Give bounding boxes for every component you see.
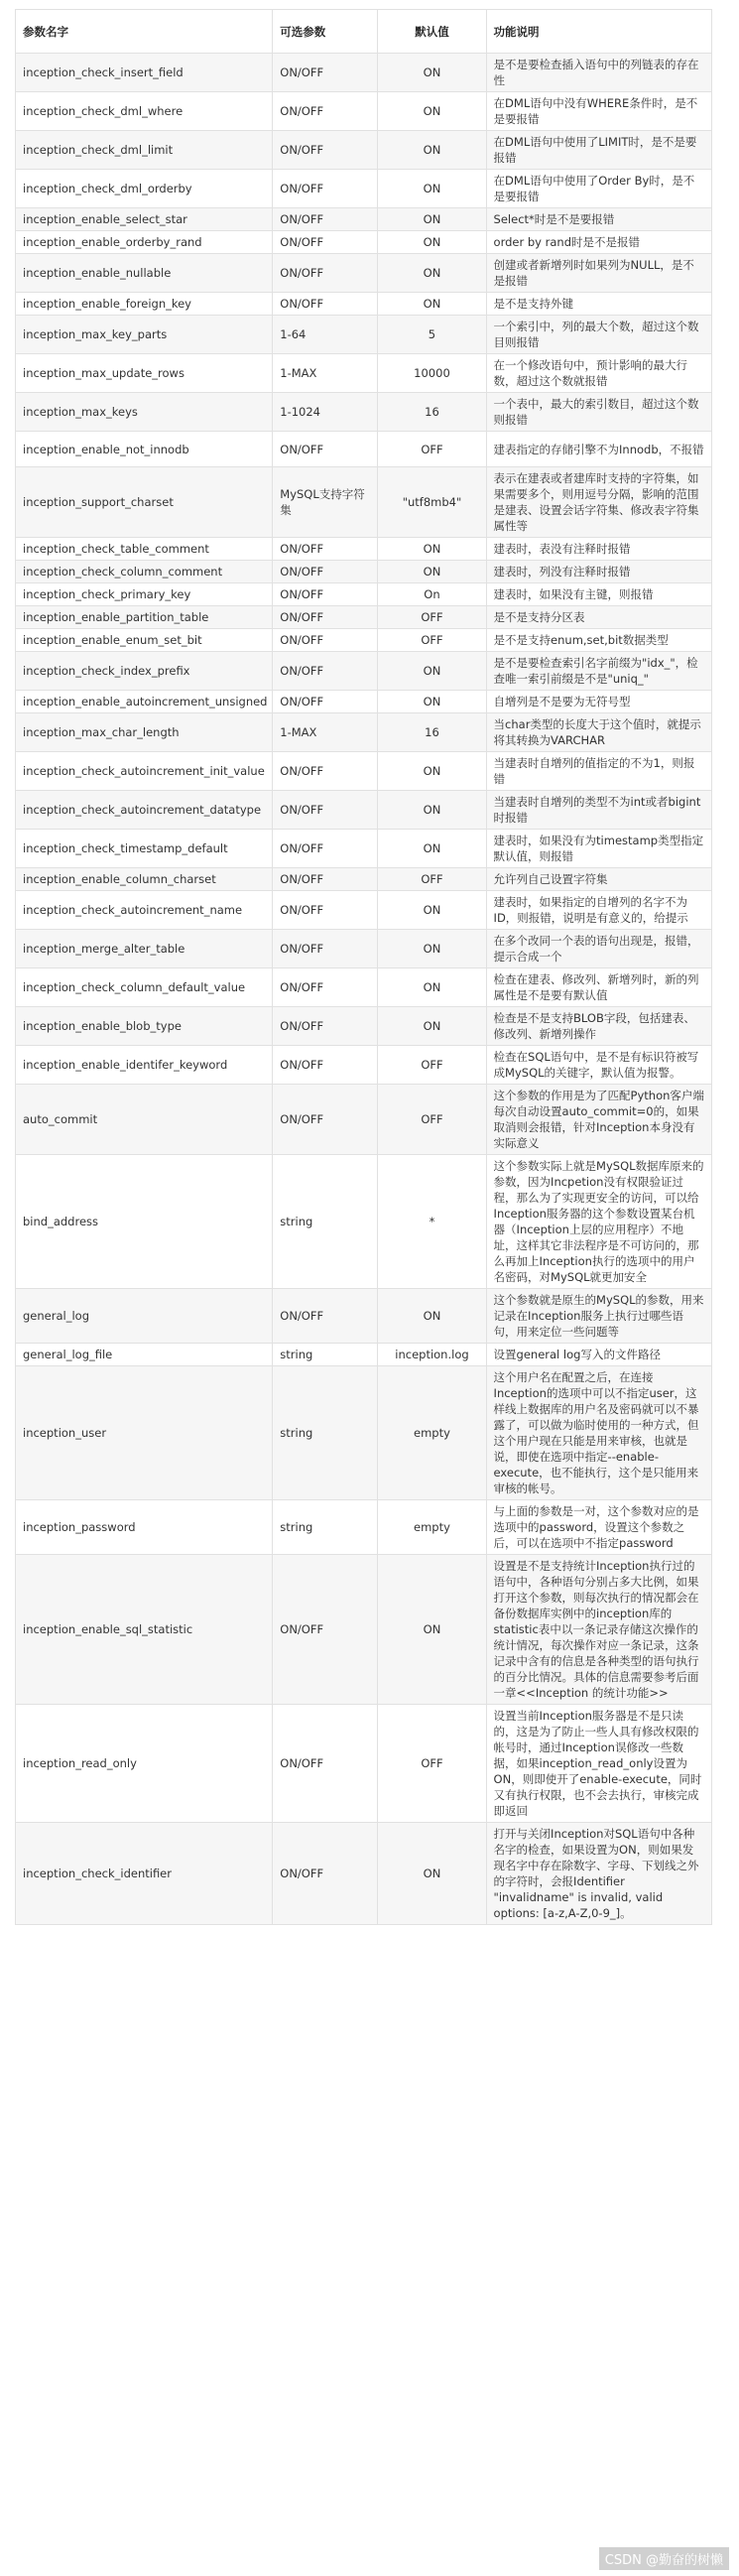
param-name-cell: inception_enable_column_charset [16,868,273,891]
param-default-cell: ON [378,170,486,208]
param-name-cell: inception_check_insert_field [16,54,273,92]
param-options-cell: ON/OFF [273,1555,378,1705]
param-default-cell: OFF [378,1705,486,1823]
param-name-cell: inception_enable_foreign_key [16,293,273,316]
param-options-cell: 1-MAX [273,713,378,752]
table-row [16,791,712,830]
param-default-cell: ON [378,791,486,830]
param-default-cell: ON [378,208,486,231]
table-row [16,293,712,316]
param-name-cell: inception_password [16,1500,273,1555]
table-row [16,231,712,254]
param-desc-cell: 允许列自己设置字符集 [486,868,711,891]
param-desc-cell: 是不是要检查插入语句中的列链表的存在性 [486,54,711,92]
table-row [16,691,712,713]
param-desc-cell: 在DML语句中没有WHERE条件时，是不是要报错 [486,92,711,131]
table-row [16,1007,712,1046]
param-default-cell: OFF [378,1046,486,1085]
table-row [16,393,712,432]
param-default-cell: 16 [378,393,486,432]
param-options-cell: ON/OFF [273,538,378,561]
header-desc: 功能说明 [486,10,711,54]
param-name-cell: inception_check_identifier [16,1823,273,1925]
param-desc-cell: 建表时，如果指定的自增列的名字不为ID，则报错，说明是有意义的，给提示 [486,891,711,930]
param-name-cell: inception_max_update_rows [16,354,273,393]
param-default-cell: On [378,583,486,606]
param-name-cell: inception_merge_alter_table [16,930,273,968]
table-row [16,713,712,752]
param-options-cell: ON/OFF [273,606,378,629]
param-desc-cell: 设置general log写入的文件路径 [486,1344,711,1366]
param-options-cell: ON/OFF [273,968,378,1007]
param-options-cell: ON/OFF [273,1007,378,1046]
param-desc-cell: 建表指定的存储引擎不为Innodb，不报错 [486,432,711,467]
param-default-cell: 10000 [378,354,486,393]
param-desc-cell: 这个参数实际上就是MySQL数据库原来的参数，因为Incpetion没有权限验证过程，那么为了实现更安全的访问，可以给Inception服务器的这个参数设置某台机器（Inception上层的应用程序）不地址，这样其它非法程序是不可访问的，那么再加上Inception执行的选项中的用户名密码，对MySQL就更加安全 [486,1155,711,1289]
param-desc-cell: 这个用户名在配置之后，在连接Inception的选项中可以不指定user，这样线上数据库的用户名及密码就可以不暴露了，可以做为临时使用的一种方式，但这个用户现在只能是用来审核，也就是说，即使在选项中指定--enable-execute，也不能执行，这个是只能用来审核的帐号。 [486,1366,711,1500]
param-desc-cell: 当char类型的长度大于这个值时，就提示将其转换为VARCHAR [486,713,711,752]
table-row [16,968,712,1007]
param-default-cell: OFF [378,1085,486,1155]
param-desc-cell: 设置是不是支持统计Inception执行过的语句中，各种语句分别占多大比例，如果打开这个参数，则每次执行的情况都会在备份数据库实例中的inception库的statistic表中以一条记录存储这次操作的统计情况，每次操作对应一条记录，这条记录中含有的信息是各种类型的语句执行的百分比情况。具体的信息需要参考后面一章<<Inception 的统计功能>> [486,1555,711,1705]
param-default-cell: ON [378,652,486,691]
param-desc-cell: 是不是支持外键 [486,293,711,316]
table-row [16,54,712,92]
param-name-cell: inception_check_autoincrement_init_value [16,752,273,791]
param-options-cell: ON/OFF [273,293,378,316]
param-name-cell: inception_check_dml_limit [16,131,273,170]
table-row [16,561,712,583]
param-name-cell: inception_check_autoincrement_datatype [16,791,273,830]
param-options-cell: MySQL支持字符集 [273,467,378,538]
param-options-cell: ON/OFF [273,691,378,713]
table-row [16,583,712,606]
table-row [16,1289,712,1344]
param-options-cell: ON/OFF [273,1046,378,1085]
param-desc-cell: 建表时，表没有注释时报错 [486,538,711,561]
param-options-cell: ON/OFF [273,930,378,968]
param-desc-cell: 一个索引中，列的最大个数，超过这个数目则报错 [486,316,711,354]
table-row [16,1555,712,1705]
param-options-cell: ON/OFF [273,1085,378,1155]
header-options: 可选参数 [273,10,378,54]
param-default-cell: ON [378,131,486,170]
table-row [16,170,712,208]
param-name-cell: auto_commit [16,1085,273,1155]
param-default-cell: OFF [378,629,486,652]
param-options-cell: string [273,1500,378,1555]
param-desc-cell: order by rand时是不是报错 [486,231,711,254]
param-name-cell: inception_support_charset [16,467,273,538]
table-header-row [16,10,712,54]
params-table-container [15,9,712,1925]
param-default-cell: ON [378,1555,486,1705]
param-default-cell: ON [378,891,486,930]
param-desc-cell: 创建或者新增列时如果列为NULL，是不是报错 [486,254,711,293]
watermark: CSDN @勤奋的树懒 [599,2547,729,2570]
param-options-cell: ON/OFF [273,868,378,891]
param-default-cell: ON [378,254,486,293]
param-default-cell: ON [378,830,486,868]
param-desc-cell: 当建表时自增列的值指定的不为1，则报错 [486,752,711,791]
table-row [16,606,712,629]
param-default-cell: OFF [378,606,486,629]
table-row [16,131,712,170]
param-desc-cell: 建表时，如果没有为timestamp类型指定默认值，则报错 [486,830,711,868]
param-default-cell: * [378,1155,486,1289]
param-options-cell: string [273,1344,378,1366]
table-row [16,830,712,868]
param-desc-cell: 这个参数的作用是为了匹配Python客户端每次自动设置auto_commit=0的，如果取消则会报错，针对Inception本身没有实际意义 [486,1085,711,1155]
param-options-cell: ON/OFF [273,1289,378,1344]
header-default: 默认值 [378,10,486,54]
param-desc-cell: 在DML语句中使用了LIMIT时，是不是要报错 [486,131,711,170]
param-default-cell: ON [378,538,486,561]
param-desc-cell: 这个参数就是原生的MySQL的参数，用来记录在Inception服务上执行过哪些语句，用来定位一些问题等 [486,1289,711,1344]
param-options-cell: string [273,1155,378,1289]
table-row [16,467,712,538]
param-name-cell: inception_enable_nullable [16,254,273,293]
param-name-cell: inception_max_char_length [16,713,273,752]
param-default-cell: ON [378,231,486,254]
param-name-cell: inception_enable_identifer_keyword [16,1046,273,1085]
param-default-cell: ON [378,968,486,1007]
param-name-cell: inception_user [16,1366,273,1500]
param-desc-cell: 打开与关闭Inception对SQL语句中各种名字的检查，如果设置为ON，则如果发现名字中存在除数字、字母、下划线之外的字符时，会报Identifier "invalidname" is invalid, valid options: [a-z,A-Z,0-9_]。 [486,1823,711,1925]
param-name-cell: inception_check_autoincrement_name [16,891,273,930]
param-default-cell: 5 [378,316,486,354]
param-name-cell: inception_enable_autoincrement_unsigned [16,691,273,713]
param-default-cell: 16 [378,713,486,752]
param-desc-cell: 检查是不是支持BLOB字段，包括建表、修改列、新增列操作 [486,1007,711,1046]
table-row [16,930,712,968]
param-desc-cell: 与上面的参数是一对，这个参数对应的是选项中的password，设置这个参数之后，可以在选项中不指定password [486,1500,711,1555]
param-name-cell: inception_check_dml_where [16,92,273,131]
param-options-cell: string [273,1366,378,1500]
param-options-cell: ON/OFF [273,891,378,930]
param-default-cell: ON [378,54,486,92]
param-options-cell: 1-64 [273,316,378,354]
param-desc-cell: 一个表中，最大的索引数目，超过这个数则报错 [486,393,711,432]
param-options-cell: ON/OFF [273,170,378,208]
param-name-cell: general_log [16,1289,273,1344]
param-options-cell: ON/OFF [273,752,378,791]
param-name-cell: inception_read_only [16,1705,273,1823]
param-desc-cell: 建表时，如果没有主键，则报错 [486,583,711,606]
param-default-cell: ON [378,1289,486,1344]
param-options-cell: ON/OFF [273,254,378,293]
param-name-cell: inception_enable_select_star [16,208,273,231]
param-options-cell: ON/OFF [273,92,378,131]
table-row [16,254,712,293]
param-name-cell: inception_enable_not_innodb [16,432,273,467]
param-default-cell: ON [378,1823,486,1925]
param-options-cell: ON/OFF [273,1823,378,1925]
param-options-cell: ON/OFF [273,583,378,606]
table-row [16,868,712,891]
table-row [16,1085,712,1155]
param-options-cell: ON/OFF [273,432,378,467]
param-options-cell: ON/OFF [273,830,378,868]
param-name-cell: inception_check_index_prefix [16,652,273,691]
param-desc-cell: 在多个改同一个表的语句出现是，报错，提示合成一个 [486,930,711,968]
table-row [16,1500,712,1555]
param-desc-cell: 设置当前Inception服务器是不是只读的，这是为了防止一些人具有修改权限的帐号时，通过Inception误修改一些数据，如果inception_read_only设置为ON，则即使开了enable-execute，同时又有执行权限，也不会去执行，审核完成即返回 [486,1705,711,1823]
param-default-cell: OFF [378,868,486,891]
param-name-cell: inception_max_keys [16,393,273,432]
table-row [16,316,712,354]
param-name-cell: inception_check_column_comment [16,561,273,583]
table-row [16,92,712,131]
table-body [16,54,712,1925]
table-row [16,1705,712,1823]
table-row [16,629,712,652]
param-options-cell: ON/OFF [273,208,378,231]
table-row [16,752,712,791]
param-name-cell: inception_check_column_default_value [16,968,273,1007]
param-default-cell: ON [378,561,486,583]
param-desc-cell: 在一个修改语句中，预计影响的最大行数，超过这个数就报错 [486,354,711,393]
param-options-cell: 1-MAX [273,354,378,393]
param-name-cell: general_log_file [16,1344,273,1366]
table-row [16,1155,712,1289]
table-row [16,1046,712,1085]
table-row [16,1823,712,1925]
table-row [16,538,712,561]
param-options-cell: ON/OFF [273,629,378,652]
table-row [16,652,712,691]
param-desc-cell: 检查在建表、修改列、新增列时，新的列属性是不是要有默认值 [486,968,711,1007]
table-row [16,1344,712,1366]
param-default-cell: ON [378,293,486,316]
param-name-cell: inception_enable_orderby_rand [16,231,273,254]
param-options-cell: ON/OFF [273,791,378,830]
param-desc-cell: 是不是支持enum,set,bit数据类型 [486,629,711,652]
param-name-cell: inception_enable_sql_statistic [16,1555,273,1705]
param-default-cell: ON [378,930,486,968]
param-default-cell: "utf8mb4" [378,467,486,538]
header-name: 参数名字 [16,10,273,54]
param-desc-cell: 自增列是不是要为无符号型 [486,691,711,713]
param-options-cell: ON/OFF [273,131,378,170]
param-desc-cell: 是不是支持分区表 [486,606,711,629]
param-name-cell: inception_enable_enum_set_bit [16,629,273,652]
param-name-cell: bind_address [16,1155,273,1289]
param-name-cell: inception_enable_partition_table [16,606,273,629]
param-desc-cell: 在DML语句中使用了Order By时，是不是要报错 [486,170,711,208]
param-desc-cell: 检查在SQL语句中，是不是有标识符被写成MySQL的关键字，默认值为报警。 [486,1046,711,1085]
param-default-cell: ON [378,691,486,713]
param-default-cell: ON [378,752,486,791]
param-options-cell: ON/OFF [273,561,378,583]
param-name-cell: inception_max_key_parts [16,316,273,354]
param-name-cell: inception_enable_blob_type [16,1007,273,1046]
param-options-cell: ON/OFF [273,652,378,691]
table-row [16,354,712,393]
param-desc-cell: 表示在建表或者建库时支持的字符集，如果需要多个，则用逗号分隔，影响的范围是建表、设置会话字符集、修改表字符集属性等 [486,467,711,538]
param-options-cell: ON/OFF [273,54,378,92]
param-name-cell: inception_check_table_comment [16,538,273,561]
param-options-cell: 1-1024 [273,393,378,432]
param-desc-cell: 建表时，列没有注释时报错 [486,561,711,583]
param-default-cell: ON [378,1007,486,1046]
table-row [16,432,712,467]
param-name-cell: inception_check_primary_key [16,583,273,606]
param-default-cell: ON [378,92,486,131]
param-desc-cell: 是不是要检查索引名字前缀为"idx_"，检查唯一索引前缀是不是"uniq_" [486,652,711,691]
param-options-cell: ON/OFF [273,1705,378,1823]
table-row [16,208,712,231]
param-default-cell: empty [378,1500,486,1555]
param-default-cell: empty [378,1366,486,1500]
table-row [16,891,712,930]
param-default-cell: OFF [378,432,486,467]
param-options-cell: ON/OFF [273,231,378,254]
params-table [15,9,712,1925]
param-desc-cell: 当建表时自增列的类型不为int或者bigint时报错 [486,791,711,830]
table-row [16,1366,712,1500]
param-name-cell: inception_check_dml_orderby [16,170,273,208]
param-desc-cell: Select*时是不是要报错 [486,208,711,231]
param-default-cell: inception.log [378,1344,486,1366]
param-name-cell: inception_check_timestamp_default [16,830,273,868]
